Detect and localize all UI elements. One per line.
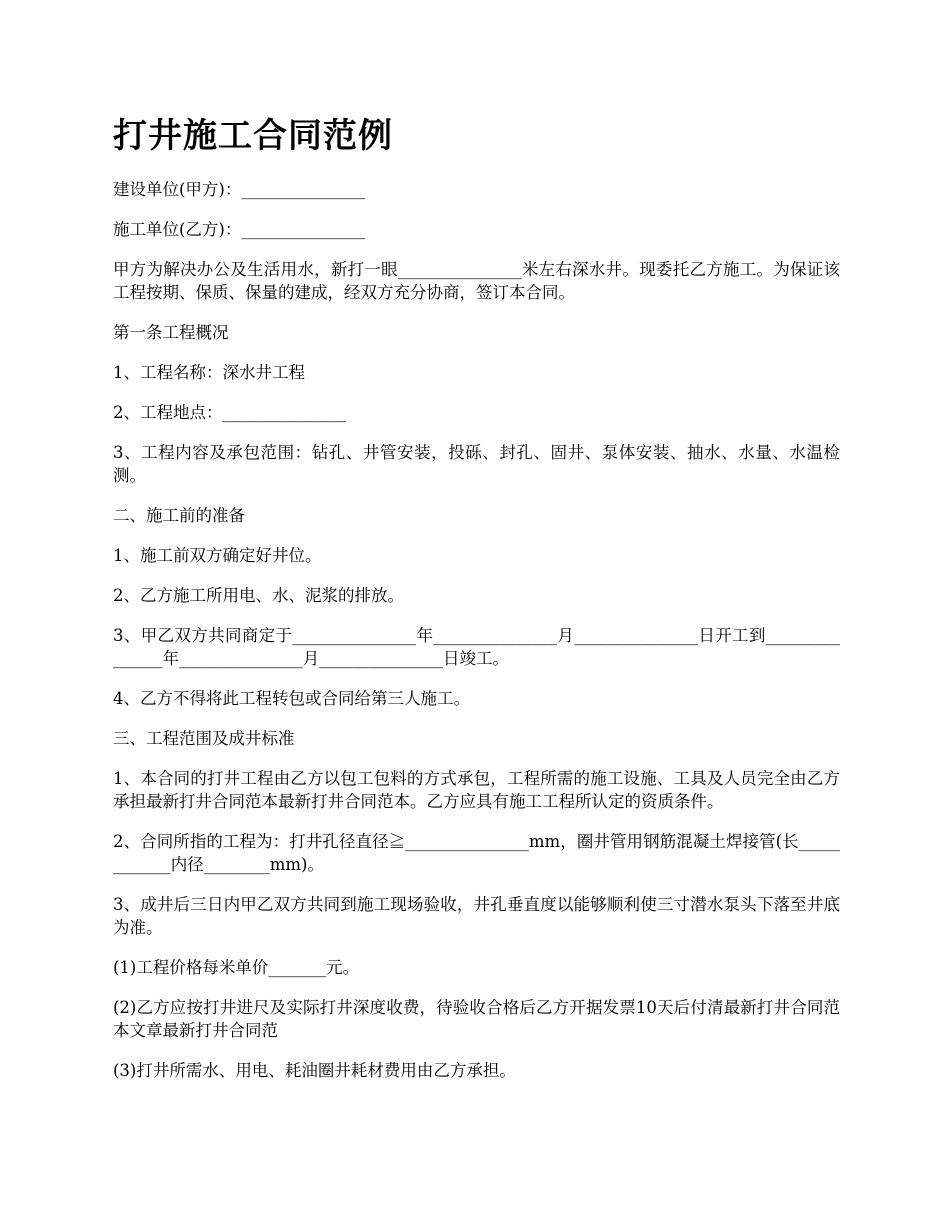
prep-item-1: 1、施工前双方确定好井位。 [113, 546, 322, 565]
document-page [113, 112, 840, 1099]
project-name: 1、工程名称：深水井工程 [113, 363, 305, 382]
scope-item-2: 2、合同所指的工程为：打井孔径直径≧_______________mm，圈井管用钢筋混凝土焊接管(长____________内径________mm)。 [113, 832, 840, 874]
project-location: 2、工程地点：_______________ [113, 403, 347, 422]
price-item-3: (3)打井所需水、用电、耗油圈井耗材费用由乙方承担。 [113, 1061, 516, 1080]
section-1-heading: 第一条工程概况 [113, 323, 229, 342]
price-item-1: (1)工程价格每米单价_______元。 [113, 958, 360, 977]
section-3-heading: 三、工程范围及成井标准 [113, 729, 295, 748]
prep-item-3: 3、甲乙双方共同商定于_______________年_______________月_______________日开工到_______________年_______________月_______________日竣工。 [113, 626, 840, 668]
intro-paragraph: 甲方为解决办公及生活用水，新打一眼_______________米左右深水井。现委托乙方施工。为保证该工程按期、保质、保量的建成，经双方充分协商，签订本合同。 [113, 260, 840, 302]
prep-item-4: 4、乙方不得将此工程转包或合同给第三人施工。 [113, 689, 470, 708]
party-a-line: 建设单位(甲方)：_______________ [113, 180, 366, 199]
party-b-line: 施工单位(乙方)：_______________ [113, 220, 366, 239]
scope-item-3: 3、成井后三日内甲乙双方共同到施工现场验收，井孔垂直度以能够顺利使三寸潜水泵头下落至井底为准。 [113, 895, 840, 937]
document-title: 打井施工合同范例 [113, 116, 393, 156]
scope-item-1: 1、本合同的打井工程由乙方以包工包料的方式承包，工程所需的施工设施、工具及人员完全由乙方承担最新打井合同范本最新打井合同范本。乙方应具有施工工程所认定的资质条件。 [113, 769, 840, 811]
prep-item-2: 2、乙方施工所用电、水、泥浆的排放。 [113, 586, 404, 605]
section-2-heading: 二、施工前的准备 [113, 506, 245, 525]
project-scope: 3、工程内容及承包范围：钻孔、井管安装，投砾、封孔、固井、泵体安装、抽水、水量、水温检测。 [113, 443, 840, 485]
price-item-2: (2)乙方应按打井进尺及实际打井深度收费，待验收合格后乙方开据发票10天后付清最新打井合同范本文章最新打井合同范 [113, 998, 840, 1040]
